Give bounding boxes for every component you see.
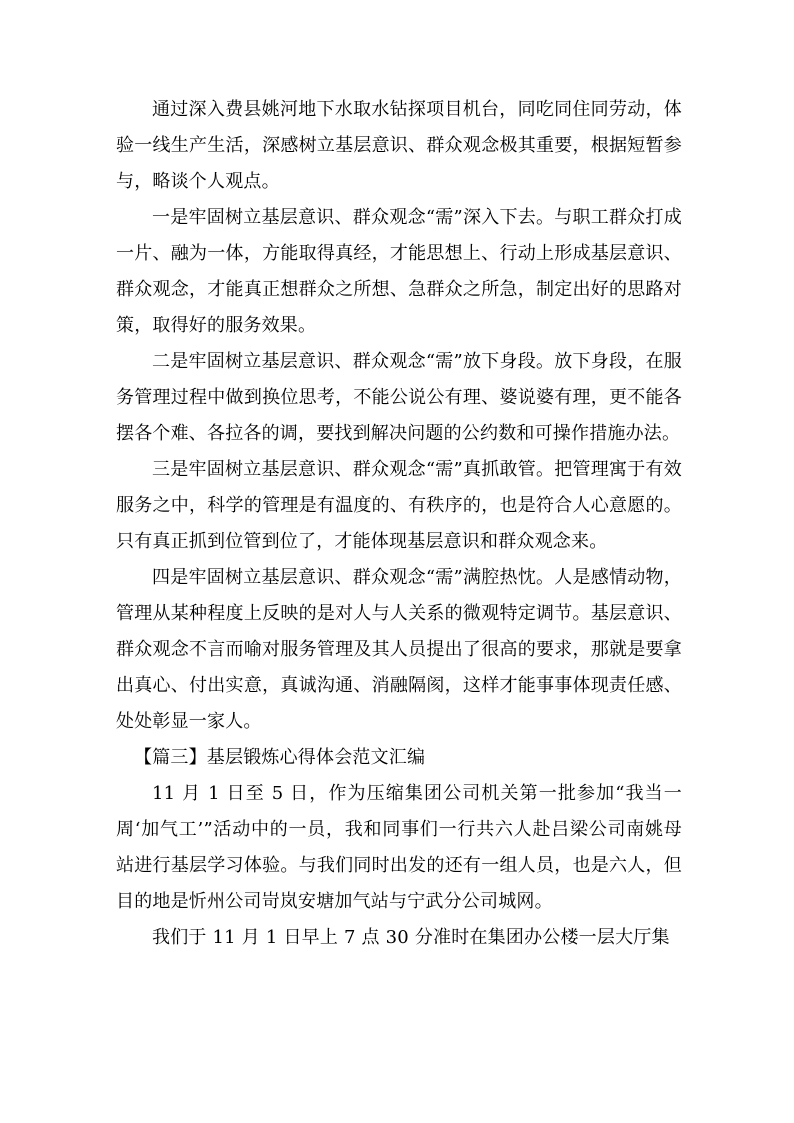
- section-paragraph-2: 我们于 11 月 1 日早上 7 点 30 分准时在集团办公楼一层大厅集: [152, 927, 670, 948]
- section-paragraph-1: 11 月 1 日至 5 日，作为压缩集团公司机关第一批参加“我当一周‘加气工’”活动中的一员，我和同事们一行共六人赴吕梁公司南姚母站进行基层学习体验。与我们同时出发的还有一组人员，也是六人，但目的地是忻州公司岢岚安塘加气站与宁武分公司城网。: [116, 783, 682, 912]
- intro-paragraph: 通过深入费县姚河地下水取水钻探项目机台，同吃同住同劳动，体验一线生产生活，深感树立基层意识、群众观念极其重要，根据短暂参与，略谈个人观点。: [116, 99, 682, 192]
- point-two-paragraph: 二是牢固树立基层意识、群众观念“需”放下身段。放下身段，在服务管理过程中做到换位思考，不能公说公有理、婆说婆有理，更不能各摆各个难、各拉各的调，要找到解决问题的公约数和可操作措施办法。: [116, 351, 682, 444]
- section-heading: 【篇三】基层锻炼心得体会范文汇编: [134, 747, 426, 768]
- point-three-paragraph: 三是牢固树立基层意识、群众观念“需”真抓敢管。把管理寓于有效服务之中，科学的管理是有温度的、有秩序的，也是符合人心意愿的。只有真正抓到位管到位了，才能体现基层意识和群众观念来。: [116, 459, 682, 552]
- point-four-paragraph: 四是牢固树立基层意识、群众观念“需”满腔热忱。人是感情动物，管理从某种程度上反映的是对人与人关系的微观特定调节。基层意识、群众观念不言而喻对服务管理及其人员提出了很高的要求，那就是要拿出真心、付出实意，真诚沟通、消融隔阂，这样才能事事体现责任感、处处彰显一家人。: [116, 567, 682, 732]
- document-body: [116, 92, 682, 956]
- point-one-paragraph: 一是牢固树立基层意识、群众观念“需”深入下去。与职工群众打成一片、融为一体，方能取得真经，才能思想上、行动上形成基层意识、群众观念，才能真正想群众之所想、急群众之所急，制定出好的思路对策，取得好的服务效果。: [116, 207, 682, 336]
